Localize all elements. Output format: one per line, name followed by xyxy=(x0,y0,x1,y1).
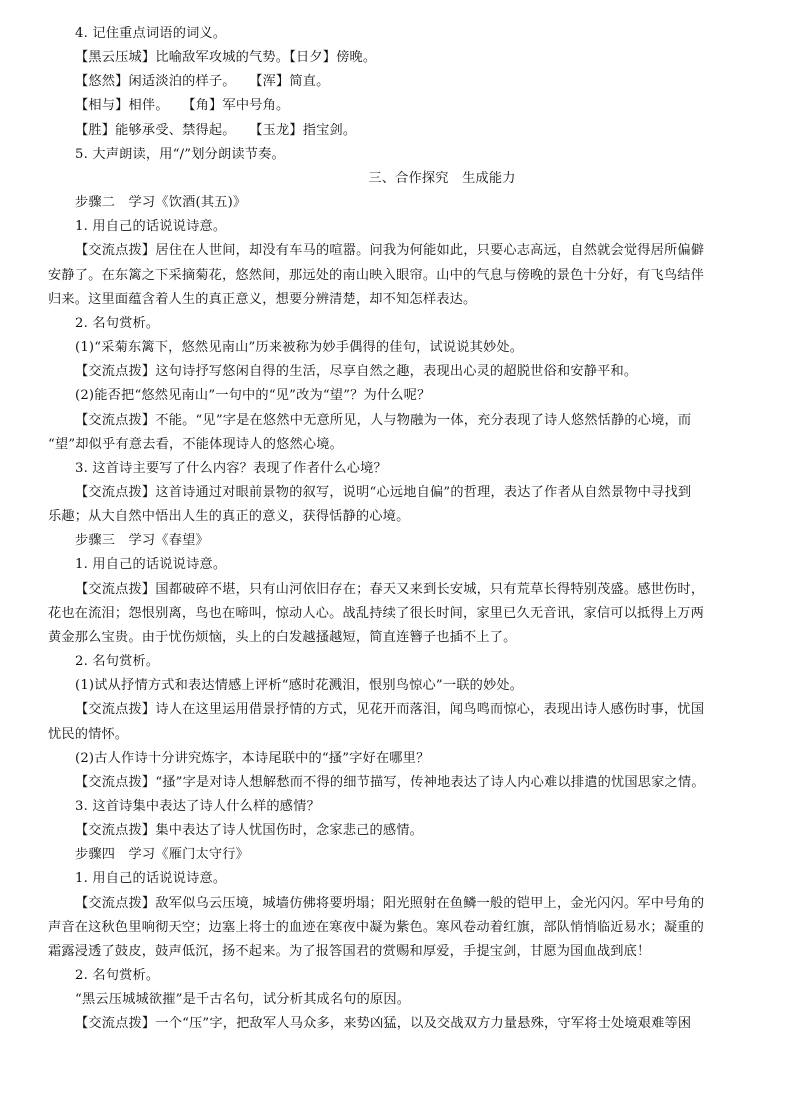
text-line: 3. 这首诗主要写了什么内容？表现了作者什么心境？ xyxy=(75,460,387,476)
text-line: 【胜】能够承受、禁得起。 【玉龙】指宝剑。 xyxy=(75,122,357,138)
text-line: 黄金那么宝贵。由于忧伤烦恼，头上的白发越搔越短，简直连簪子也插不上了。 xyxy=(48,629,517,645)
text-line: 归来。这里面蕴含着人生的真正意义，想要分辨清楚，却不知怎样表达。 xyxy=(48,291,477,307)
text-line: 【黑云压城】比喻敌军攻城的气势。【日夕】傍晚。 xyxy=(75,50,377,66)
text-line: 【交流点拨】“搔”字是对诗人想解愁而不得的细节描写，传神地表达了诗人内心难以排遣的忧国思家之情。 xyxy=(75,774,705,790)
text-line: “望”却似乎有意去看，不能体现诗人的悠然心境。 xyxy=(48,436,344,452)
text-line: 【交流点拨】这首诗通过对眼前景物的叙写，说明“心远地自偏”的哲理，表达了作者从自然景物中寻找到 xyxy=(75,484,692,500)
text-line: 忧民的情怀。 xyxy=(48,726,129,742)
text-line: 【交流点拨】一个“压”字，把敌军人马众多，来势凶猛，以及交战双方力量悬殊，守军将士处境艰难等困 xyxy=(75,1016,692,1032)
text-line: 1. 用自己的话说说诗意。 xyxy=(75,557,227,573)
text-line: (2)古人作诗十分讲究炼字，本诗尾联中的“搔”字好在哪里？ xyxy=(75,750,430,766)
text-line: 花也在流泪；怨恨别离，鸟也在啼叫，惊动人心。战乱持续了很长时间，家里已久无音讯，家信可以抵得上万两 xyxy=(48,605,704,621)
text-line: (2)能否把“悠然见南山”一句中的“见”改为“望”？为什么呢？ xyxy=(75,388,431,404)
text-line: “黑云压城城欲摧”是千古名句，试分析其成名句的原因。 xyxy=(75,992,411,1008)
section-heading: 三、合作探究 生成能力 xyxy=(368,170,516,186)
text-line: 【交流点拨】这句诗抒写悠闲自得的生活，尽享自然之趣，表现出心灵的超脱世俗和安静平和。 xyxy=(75,364,638,380)
text-line: 步骤二 学习《饮酒(其五)》 xyxy=(75,195,247,211)
text-line: 2. 名句赏析。 xyxy=(75,315,160,331)
text-line: 【交流点拨】诗人在这里运用借景抒情的方式，见花开而落泪，闻鸟鸣而惊心，表现出诗人感伤时事，忧国 xyxy=(75,702,705,718)
text-line: 【相与】相伴。 【角】军中号角。 xyxy=(75,98,290,114)
text-line: 5. 大声朗读，用“/”划分朗读节奏。 xyxy=(75,146,285,162)
text-line: 【悠然】闲适淡泊的样子。 【浑】简直。 xyxy=(75,74,330,90)
text-line: 3. 这首诗集中表达了诗人什么样的感情？ xyxy=(75,799,320,814)
text-line: 1. 用自己的话说说诗意。 xyxy=(75,219,227,235)
text-line: 安静了。在东篱之下采摘菊花，悠然间，那远处的南山映入眼帘。山中的气息与傍晚的景色十分好，有飞鸟结伴 xyxy=(48,267,704,283)
text-line: 2. 名句赏析。 xyxy=(75,654,160,670)
text-line: 步骤三 学习《春望》 xyxy=(75,533,209,549)
text-line: 【交流点拨】敌军似乌云压境，城墙仿佛将要坍塌；阳光照射在鱼鳞一般的铠甲上，金光闪闪。军中号角的 xyxy=(75,895,705,911)
text-line: 【交流点拨】居住在人世间，却没有车马的喧嚣。问我为何能如此，只要心志高远，自然就会觉得居所偏僻 xyxy=(75,243,705,259)
text-line: 步骤四 学习《雁门太守行》 xyxy=(75,847,250,863)
text-line: (1)试从抒情方式和表达情感上评析“感时花溅泪，恨别鸟惊心”一联的妙处。 xyxy=(75,678,524,694)
text-line: 乐趣；从大自然中悟出人生的真正的意义，获得恬静的心境。 xyxy=(48,509,410,525)
text-line: 2. 名句赏析。 xyxy=(75,968,160,984)
text-line: 4. 记住重点词语的词义。 xyxy=(75,26,227,41)
text-line: 声音在这秋色里响彻天空；边塞上将士的血迹在寒夜中凝为紫色。寒风卷动着红旗，部队悄悄临近易水；凝重的 xyxy=(48,919,704,935)
text-line: 1. 用自己的话说说诗意。 xyxy=(75,871,227,887)
text-line: 【交流点拨】集中表达了诗人忧国伤时，念家悲己的感情。 xyxy=(75,823,424,839)
text-line: 霜露浸透了鼓皮，鼓声低沉，扬不起来。为了报答国君的赏赐和厚爱，手提宝剑，甘愿为国血战到底！ xyxy=(48,943,651,959)
text-line: 【交流点拨】不能。“见”字是在悠然中无意所见，人与物融为一体，充分表现了诗人悠然恬静的心境，而 xyxy=(75,412,692,428)
text-line: (1)“采菊东篱下，悠然见南山”历来被称为妙手偶得的佳句，试说说其妙处。 xyxy=(75,340,524,356)
text-line: 【交流点拨】国都破碎不堪，只有山河依旧存在；春天又来到长安城，只有荒草长得特别茂盛。感世伤时， xyxy=(75,581,705,597)
